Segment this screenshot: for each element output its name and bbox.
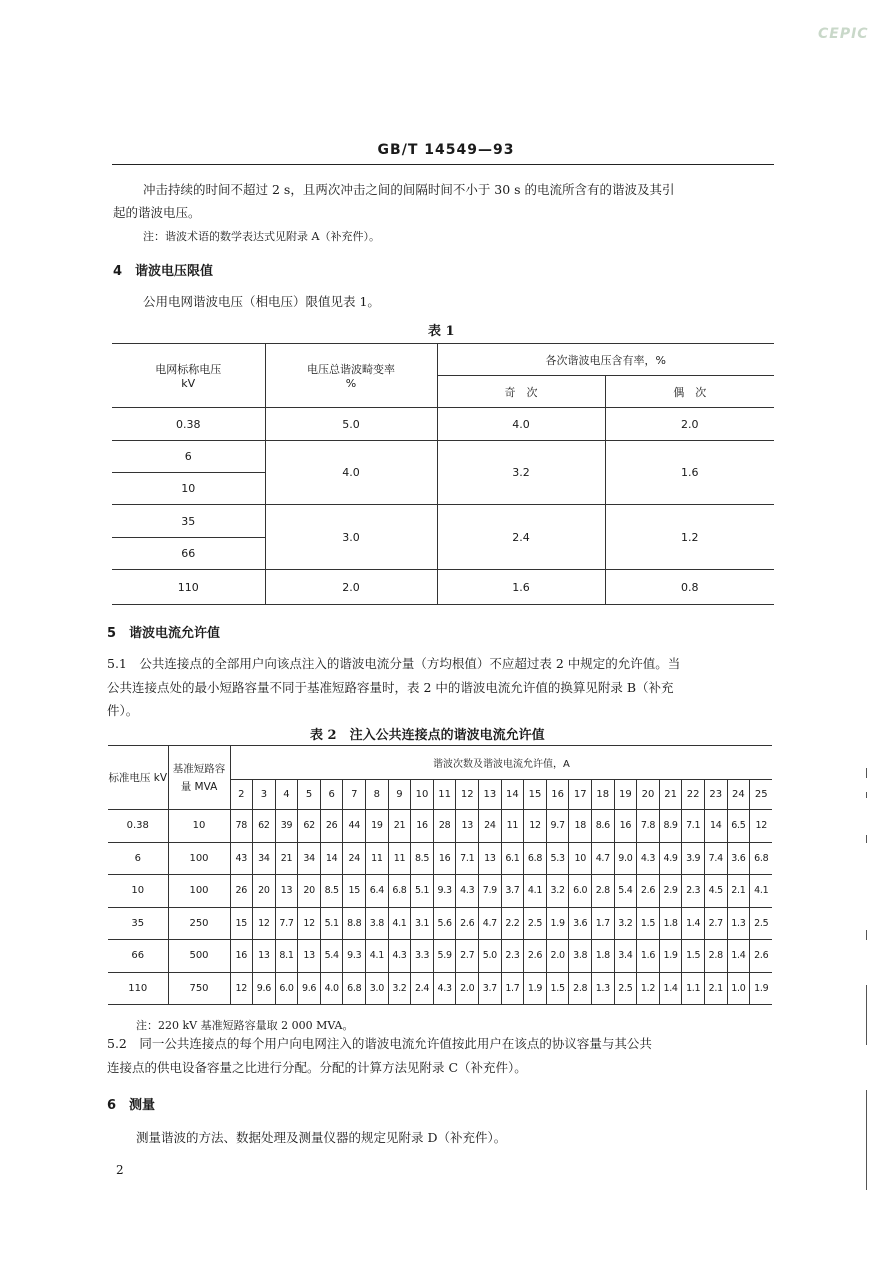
t1-cell-voltage: 35 — [112, 505, 265, 538]
t2-cell-value: 24 — [343, 842, 366, 875]
table-2 — [108, 745, 772, 1005]
t2-header-harmonics: 谐波次数及谐波电流允许值，A — [230, 746, 772, 780]
t1-cell-odd: 4.0 — [437, 408, 605, 441]
t2-cell-value: 6.1 — [501, 842, 524, 875]
t2-cell-capacity: 500 — [168, 940, 230, 973]
t2-order-11: 11 — [433, 780, 456, 810]
t2-cell-value: 1.1 — [682, 972, 705, 1005]
t1-header-even: 偶 次 — [605, 376, 774, 408]
t2-order-14: 14 — [501, 780, 524, 810]
t2-cell-value: 2.0 — [456, 972, 479, 1005]
t2-cell-value: 16 — [411, 810, 434, 843]
t2-cell-value: 13 — [479, 842, 502, 875]
t2-cell-value: 15 — [343, 875, 366, 908]
t2-cell-value: 3.4 — [614, 940, 637, 973]
t2-order-5: 5 — [298, 780, 321, 810]
t2-cell-value: 5.6 — [433, 907, 456, 940]
t2-cell-value: 1.0 — [727, 972, 750, 1005]
table-2-caption: 表 2 注入公共连接点的谐波电流允许值 — [310, 728, 545, 743]
t2-order-17: 17 — [569, 780, 592, 810]
t2-cell-capacity: 100 — [168, 842, 230, 875]
t2-cell-value: 2.2 — [501, 907, 524, 940]
t2-cell-value: 19 — [366, 810, 389, 843]
t1-cell-voltage: 10 — [112, 473, 265, 505]
t2-cell-value: 9.0 — [614, 842, 637, 875]
t2-order-18: 18 — [592, 780, 615, 810]
t2-cell-capacity: 250 — [168, 907, 230, 940]
t2-order-16: 16 — [546, 780, 569, 810]
t2-cell-value: 2.3 — [501, 940, 524, 973]
t2-header-capacity: 基准短路容量 MVA — [168, 746, 230, 810]
t2-cell-value: 13 — [456, 810, 479, 843]
t2-order-12: 12 — [456, 780, 479, 810]
table-row — [108, 907, 772, 940]
t2-cell-value: 2.3 — [682, 875, 705, 908]
section-5-p1-line-1: 5.1 公共连接点的全部用户向该点注入的谐波电流分量（方均根值）不应超过表 2 中规定的允许值。当 — [107, 656, 681, 671]
t2-cell-value: 1.4 — [659, 972, 682, 1005]
t2-cell-capacity: 750 — [168, 972, 230, 1005]
t2-cell-value: 8.1 — [275, 940, 298, 973]
document-header: GB/T 14549—93 — [377, 142, 515, 158]
table-1 — [112, 343, 774, 605]
t2-cell-value: 39 — [275, 810, 298, 843]
t2-cell-voltage: 110 — [108, 972, 168, 1005]
t2-cell-value: 12 — [230, 972, 253, 1005]
t2-cell-value: 4.0 — [320, 972, 343, 1005]
t2-cell-value: 12 — [298, 907, 321, 940]
t2-order-4: 4 — [275, 780, 298, 810]
t1-header-odd: 奇 次 — [437, 376, 605, 408]
t2-cell-value: 1.8 — [659, 907, 682, 940]
t2-order-22: 22 — [682, 780, 705, 810]
t2-cell-value: 1.9 — [750, 972, 773, 1005]
t2-cell-value: 4.1 — [388, 907, 411, 940]
intro-line-2: 起的谐波电压。 — [113, 205, 201, 220]
t2-cell-voltage: 66 — [108, 940, 168, 973]
t2-cell-value: 4.3 — [433, 972, 456, 1005]
t2-cell-value: 9.6 — [253, 972, 276, 1005]
t1-header-harmonics: 各次谐波电压含有率，% — [437, 344, 774, 376]
t1-header-thd-label: 电压总谐波畸变率 — [307, 363, 395, 376]
t2-cell-value: 1.5 — [682, 940, 705, 973]
t2-cell-value: 3.2 — [546, 875, 569, 908]
table-row — [108, 810, 772, 843]
t2-cell-value: 20 — [298, 875, 321, 908]
t1-cell-thd: 5.0 — [265, 408, 437, 441]
t2-cell-value: 1.6 — [637, 940, 660, 973]
t2-cell-value: 7.8 — [637, 810, 660, 843]
t2-cell-value: 13 — [275, 875, 298, 908]
t1-cell-voltage: 66 — [112, 538, 265, 570]
t2-cell-value: 5.1 — [320, 907, 343, 940]
t2-cell-value: 3.2 — [614, 907, 637, 940]
section-6-title: 6 测量 — [107, 1098, 156, 1113]
t2-cell-value: 2.6 — [456, 907, 479, 940]
t2-order-23: 23 — [704, 780, 727, 810]
t2-cell-value: 14 — [704, 810, 727, 843]
t2-cell-value: 62 — [253, 810, 276, 843]
t2-cell-value: 2.1 — [704, 972, 727, 1005]
t2-cell-value: 2.8 — [569, 972, 592, 1005]
t1-header-thd — [265, 344, 437, 408]
section-5-p2-line-2: 连接点的供电设备容量之比进行分配。分配的计算方法见附录 C（补充件）。 — [107, 1060, 527, 1075]
t2-cell-value: 6.8 — [343, 972, 366, 1005]
t2-cell-value: 28 — [433, 810, 456, 843]
t2-order-19: 19 — [614, 780, 637, 810]
t2-cell-value: 3.6 — [727, 842, 750, 875]
t2-cell-value: 7.1 — [682, 810, 705, 843]
t2-cell-value: 62 — [298, 810, 321, 843]
t2-cell-value: 1.5 — [546, 972, 569, 1005]
t2-cell-value: 2.5 — [524, 907, 547, 940]
table-2-note: 注：220 kV 基准短路容量取 2 000 MVA。 — [136, 1019, 354, 1032]
t2-cell-value: 78 — [230, 810, 253, 843]
t2-cell-value: 1.4 — [727, 940, 750, 973]
t2-cell-value: 14 — [320, 842, 343, 875]
t2-cell-voltage: 0.38 — [108, 810, 168, 843]
t1-cell-even: 0.8 — [605, 570, 774, 605]
t2-cell-value: 44 — [343, 810, 366, 843]
t1-cell-voltage: 110 — [112, 570, 265, 605]
t2-cell-value: 1.5 — [637, 907, 660, 940]
t2-cell-value: 9.3 — [343, 940, 366, 973]
section-5-p2-line-1: 5.2 同一公共连接点的每个用户向电网注入的谐波电流允许值按此用户在该点的协议容量与其公共 — [107, 1036, 652, 1051]
t2-cell-value: 1.9 — [524, 972, 547, 1005]
t2-cell-value: 15 — [230, 907, 253, 940]
t2-cell-value: 16 — [614, 810, 637, 843]
t2-cell-value: 9.7 — [546, 810, 569, 843]
t2-cell-value: 4.3 — [637, 842, 660, 875]
t2-cell-voltage: 6 — [108, 842, 168, 875]
intro-note: 注：谐波术语的数学表达式见附录 A（补充件）。 — [143, 230, 380, 243]
t2-cell-value: 2.8 — [592, 875, 615, 908]
t2-cell-value: 4.1 — [750, 875, 773, 908]
t2-cell-value: 3.8 — [569, 940, 592, 973]
t2-order-24: 24 — [727, 780, 750, 810]
scan-edge-mark — [866, 930, 867, 940]
t2-cell-value: 2.7 — [456, 940, 479, 973]
t2-cell-value: 6.5 — [727, 810, 750, 843]
t2-cell-value: 4.9 — [659, 842, 682, 875]
t2-cell-value: 5.9 — [433, 940, 456, 973]
t2-cell-value: 6.4 — [366, 875, 389, 908]
t2-cell-value: 1.3 — [592, 972, 615, 1005]
t2-cell-value: 6.0 — [569, 875, 592, 908]
t2-cell-value: 3.2 — [388, 972, 411, 1005]
t2-cell-value: 8.8 — [343, 907, 366, 940]
t2-cell-value: 1.7 — [592, 907, 615, 940]
t2-cell-value: 11 — [388, 842, 411, 875]
t2-cell-value: 2.0 — [546, 940, 569, 973]
t2-cell-value: 7.9 — [479, 875, 502, 908]
section-5-title: 5 谐波电流允许值 — [107, 626, 221, 641]
t2-cell-value: 3.7 — [479, 972, 502, 1005]
t1-cell-even: 1.6 — [605, 441, 774, 505]
t2-cell-value: 6.0 — [275, 972, 298, 1005]
t2-cell-value: 8.5 — [320, 875, 343, 908]
t2-cell-value: 34 — [253, 842, 276, 875]
t2-cell-value: 7.7 — [275, 907, 298, 940]
t2-cell-value: 8.9 — [659, 810, 682, 843]
t2-cell-value: 4.1 — [366, 940, 389, 973]
t2-cell-value: 9.3 — [433, 875, 456, 908]
t2-cell-value: 10 — [569, 842, 592, 875]
t2-order-21: 21 — [659, 780, 682, 810]
t2-cell-value: 9.6 — [298, 972, 321, 1005]
t2-cell-value: 34 — [298, 842, 321, 875]
t2-cell-value: 8.5 — [411, 842, 434, 875]
t2-cell-value: 1.8 — [592, 940, 615, 973]
t2-cell-value: 2.6 — [524, 940, 547, 973]
t2-cell-value: 20 — [253, 875, 276, 908]
t2-cell-value: 6.8 — [750, 842, 773, 875]
t2-cell-value: 2.7 — [704, 907, 727, 940]
t1-header-voltage-label: 电网标称电压 — [155, 363, 222, 376]
t2-cell-value: 3.9 — [682, 842, 705, 875]
header-rule — [112, 164, 774, 165]
t2-order-3: 3 — [253, 780, 276, 810]
t2-order-10: 10 — [411, 780, 434, 810]
section-6-text: 测量谐波的方法、数据处理及测量仪器的规定见附录 D（补充件）。 — [136, 1130, 507, 1145]
t2-cell-value: 5.4 — [614, 875, 637, 908]
t2-cell-value: 4.7 — [479, 907, 502, 940]
t2-cell-capacity: 10 — [168, 810, 230, 843]
t2-cell-value: 3.0 — [366, 972, 389, 1005]
t2-cell-value: 5.1 — [411, 875, 434, 908]
t2-cell-value: 1.2 — [637, 972, 660, 1005]
table-row — [108, 972, 772, 1005]
t2-cell-value: 12 — [524, 810, 547, 843]
t2-cell-value: 12 — [253, 907, 276, 940]
scan-edge-mark — [866, 768, 867, 778]
t1-cell-even: 1.2 — [605, 505, 774, 570]
t2-cell-value: 11 — [366, 842, 389, 875]
section-5-p1-line-3: 件）。 — [107, 703, 139, 718]
table-1-caption: 表 1 — [428, 324, 455, 339]
t2-cell-voltage: 35 — [108, 907, 168, 940]
t2-cell-value: 4.1 — [524, 875, 547, 908]
t2-order-15: 15 — [524, 780, 547, 810]
t1-cell-odd: 3.2 — [437, 441, 605, 505]
table-row — [108, 875, 772, 908]
t1-cell-voltage: 0.38 — [112, 408, 265, 441]
watermark-logo: CEPIC — [818, 26, 869, 42]
t2-order-13: 13 — [479, 780, 502, 810]
t2-cell-value: 6.8 — [388, 875, 411, 908]
t2-cell-value: 43 — [230, 842, 253, 875]
t1-cell-odd: 2.4 — [437, 505, 605, 570]
t1-cell-thd: 3.0 — [265, 505, 437, 570]
t1-header-thd-unit: % — [345, 377, 357, 390]
t2-cell-value: 16 — [433, 842, 456, 875]
table-row — [108, 842, 772, 875]
t2-cell-value: 7.1 — [456, 842, 479, 875]
t2-cell-value: 4.3 — [456, 875, 479, 908]
t1-cell-thd: 4.0 — [265, 441, 437, 505]
t2-cell-value: 18 — [569, 810, 592, 843]
t2-cell-value: 4.5 — [704, 875, 727, 908]
t2-cell-value: 1.3 — [727, 907, 750, 940]
t2-cell-value: 1.7 — [501, 972, 524, 1005]
t2-cell-value: 21 — [388, 810, 411, 843]
scan-edge-mark — [866, 792, 867, 798]
t2-cell-value: 13 — [253, 940, 276, 973]
intro-line-1: 冲击持续的时间不超过 2 s，且两次冲击之间的间隔时间不小于 30 s 的电流所含有的谐波及其引 — [143, 182, 675, 197]
t2-order-2: 2 — [230, 780, 253, 810]
t2-cell-value: 2.4 — [411, 972, 434, 1005]
t2-cell-value: 5.0 — [479, 940, 502, 973]
t2-order-9: 9 — [388, 780, 411, 810]
t2-cell-value: 21 — [275, 842, 298, 875]
t2-cell-value: 3.3 — [411, 940, 434, 973]
t2-cell-capacity: 100 — [168, 875, 230, 908]
t2-order-8: 8 — [366, 780, 389, 810]
t2-cell-value: 3.7 — [501, 875, 524, 908]
t2-cell-value: 1.4 — [682, 907, 705, 940]
t2-cell-value: 2.9 — [659, 875, 682, 908]
t2-cell-value: 13 — [298, 940, 321, 973]
t2-cell-value: 2.6 — [750, 940, 773, 973]
t2-order-20: 20 — [637, 780, 660, 810]
t2-cell-value: 2.8 — [704, 940, 727, 973]
t2-cell-value: 5.4 — [320, 940, 343, 973]
t2-cell-value: 3.6 — [569, 907, 592, 940]
t2-cell-value: 4.7 — [592, 842, 615, 875]
t2-cell-value: 4.3 — [388, 940, 411, 973]
t2-header-voltage: 标准电压 kV — [108, 746, 168, 810]
t2-cell-value: 2.6 — [637, 875, 660, 908]
t2-cell-value: 26 — [320, 810, 343, 843]
t2-cell-value: 1.9 — [659, 940, 682, 973]
t2-cell-value: 3.1 — [411, 907, 434, 940]
t2-cell-value: 2.5 — [614, 972, 637, 1005]
t2-cell-value: 16 — [230, 940, 253, 973]
t2-cell-value: 3.8 — [366, 907, 389, 940]
section-4-title: 4 谐波电压限值 — [113, 264, 214, 279]
t1-cell-thd: 2.0 — [265, 570, 437, 605]
t2-cell-value: 1.9 — [546, 907, 569, 940]
t1-cell-even: 2.0 — [605, 408, 774, 441]
scan-edge-mark — [866, 1090, 867, 1190]
t2-order-6: 6 — [320, 780, 343, 810]
t2-cell-value: 11 — [501, 810, 524, 843]
t2-cell-value: 2.1 — [727, 875, 750, 908]
t2-cell-value: 26 — [230, 875, 253, 908]
t2-order-7: 7 — [343, 780, 366, 810]
scan-edge-mark — [866, 985, 867, 1045]
t1-cell-odd: 1.6 — [437, 570, 605, 605]
table-row — [108, 940, 772, 973]
t2-cell-value: 12 — [750, 810, 773, 843]
scan-edge-mark — [866, 835, 867, 843]
t2-cell-value: 24 — [479, 810, 502, 843]
t2-cell-value: 5.3 — [546, 842, 569, 875]
t2-cell-value: 7.4 — [704, 842, 727, 875]
section-5-p1-line-2: 公共连接点处的最小短路容量不同于基准短路容量时，表 2 中的谐波电流允许值的换算见附录 B（补充 — [107, 680, 674, 695]
t2-cell-value: 8.6 — [592, 810, 615, 843]
t1-header-voltage — [112, 344, 265, 408]
t2-cell-value: 6.8 — [524, 842, 547, 875]
t1-header-voltage-unit: kV — [181, 377, 196, 390]
section-4-text: 公用电网谐波电压（相电压）限值见表 1。 — [143, 294, 380, 309]
t2-cell-value: 2.5 — [750, 907, 773, 940]
t2-cell-voltage: 10 — [108, 875, 168, 908]
t1-cell-voltage: 6 — [112, 441, 265, 473]
t2-order-25: 25 — [750, 780, 773, 810]
page-number: 2 — [116, 1163, 124, 1177]
